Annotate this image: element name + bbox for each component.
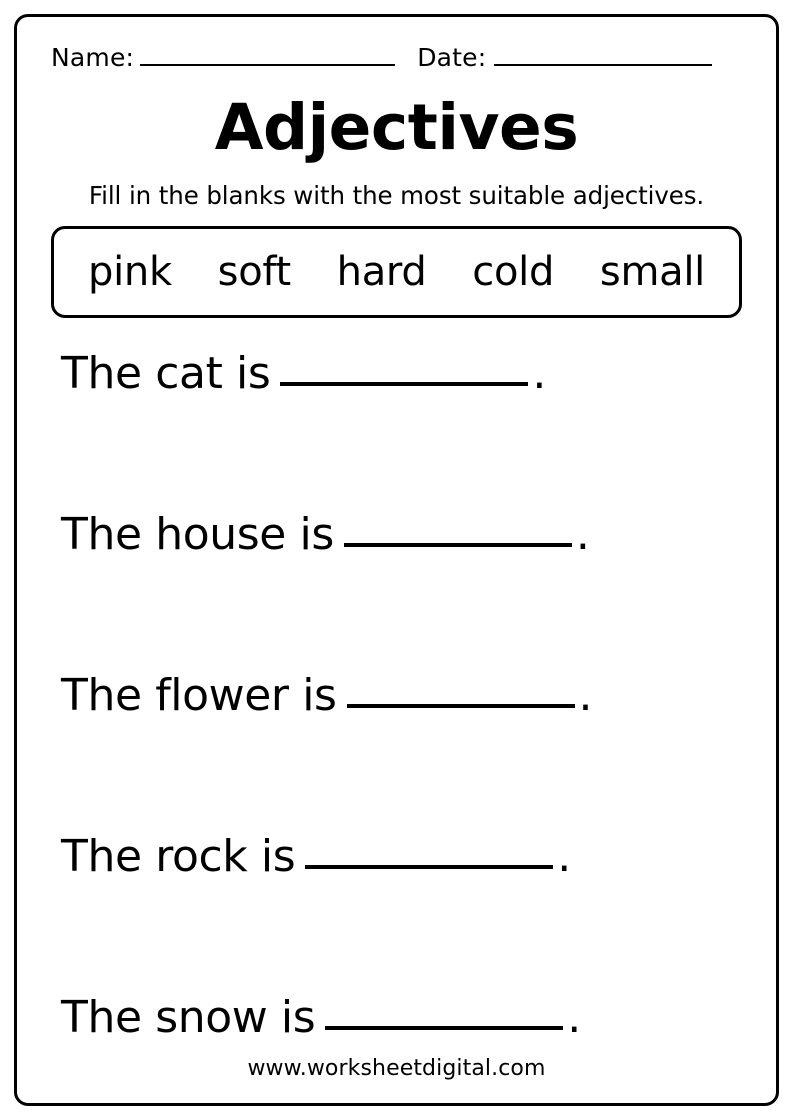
footer-website: www.worksheetdigital.com xyxy=(247,1056,546,1081)
sentence-row xyxy=(61,509,738,560)
sentence-period: . xyxy=(532,348,546,399)
sentence-period: . xyxy=(557,831,571,882)
answer-blank[interactable] xyxy=(344,515,572,547)
answer-blank[interactable] xyxy=(325,998,563,1030)
sentence-text: The rock is xyxy=(61,831,296,882)
word-bank-item[interactable]: pink xyxy=(88,249,172,295)
sentence-period: . xyxy=(567,992,581,1043)
date-label: Date: xyxy=(417,43,487,72)
sentence-list xyxy=(51,318,742,1046)
sentence-text: The flower is xyxy=(61,670,337,721)
instructions-text: Fill in the blanks with the most suitable adjectives. xyxy=(88,181,705,210)
answer-blank[interactable] xyxy=(347,676,575,708)
footer xyxy=(51,1046,742,1093)
word-bank-item[interactable]: cold xyxy=(472,249,555,295)
sentence-text: The cat is xyxy=(61,348,271,399)
name-input-line[interactable] xyxy=(140,44,395,66)
date-input-line[interactable] xyxy=(494,44,712,66)
sentence-text: The snow is xyxy=(61,992,316,1043)
name-label: Name: xyxy=(51,43,135,72)
word-bank xyxy=(51,226,742,318)
sentence-period: . xyxy=(578,670,593,721)
sentence-row xyxy=(61,348,738,399)
page-title: Adjectives xyxy=(214,91,579,164)
word-bank-item[interactable]: soft xyxy=(217,249,291,295)
sentence-period: . xyxy=(575,509,590,560)
student-info-row xyxy=(51,43,742,72)
word-bank-item[interactable]: small xyxy=(599,249,705,295)
word-bank-item[interactable]: hard xyxy=(336,249,427,295)
sentence-row xyxy=(61,670,738,721)
answer-blank[interactable] xyxy=(280,354,528,386)
sentence-row xyxy=(61,992,738,1043)
worksheet-border xyxy=(14,14,779,1106)
sentence-text: The house is xyxy=(61,509,334,560)
answer-blank[interactable] xyxy=(305,837,553,869)
sentence-row xyxy=(61,831,738,882)
